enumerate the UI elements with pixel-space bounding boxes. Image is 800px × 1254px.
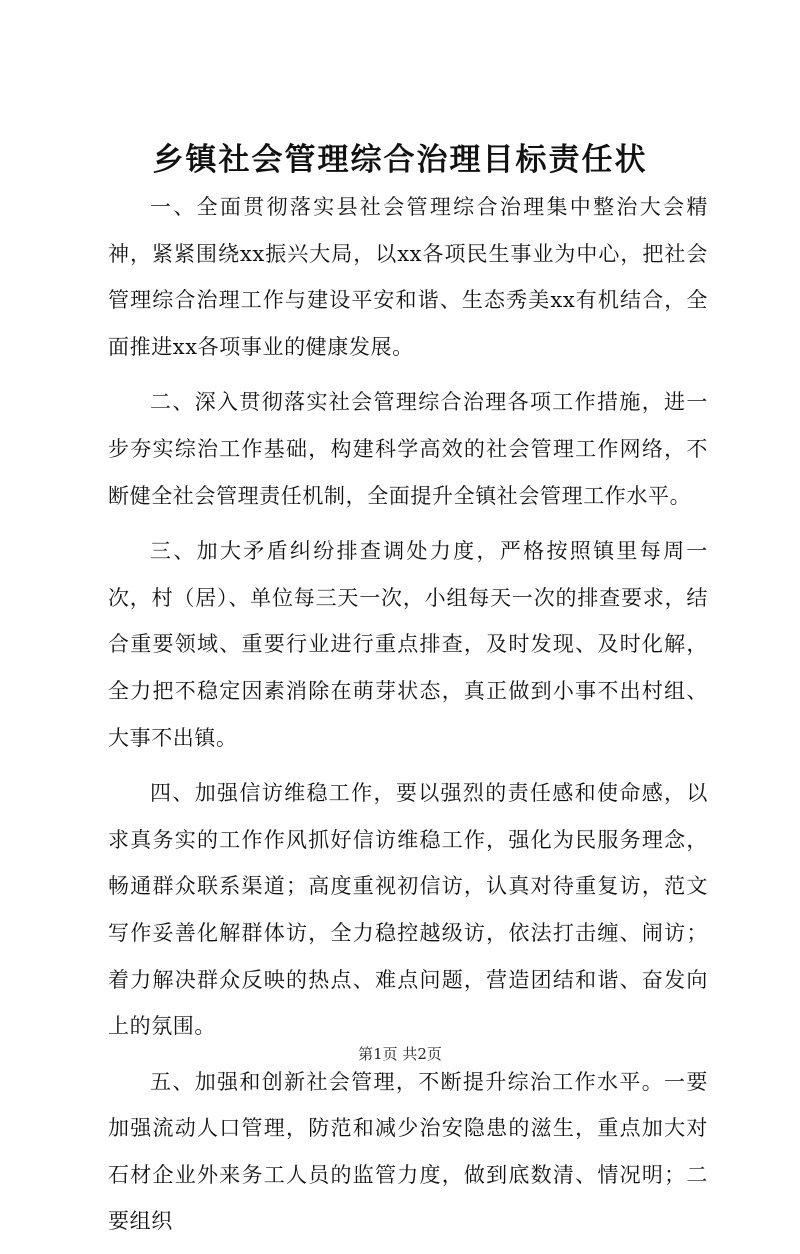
paragraph-5: 五、加强和创新社会管理，不断提升综治工作水平。一要加强流动人口管理，防范和减少治安隐患的滋生，重点加大对石材企业外来务工人员的监管力度，做到底数清、情况明；二要组织 [108, 1069, 708, 1234]
paragraph-1: 一、全面贯彻落实县社会管理综合治理集中整治大会精神，紧紧围绕xx振兴大局，以xx各项民生事业为中心，把社会管理综合治理工作与建设平安和谐、生态秀美xx有机结合，全面推进xx各项事业的健康发展。 [108, 195, 708, 359]
page-title: 乡镇社会管理综合治理目标责任状 [152, 142, 648, 178]
paragraph-3: 三、加大矛盾纠纷排查调处力度，严格按照镇里每周一次，村（居）、单位每三天一次，小组每天一次的排查要求，结合重要领域、重要行业进行重点排查，及时发现、及时化解，全力把不稳定因素消除在萌芽状态，真正做到小事不出村组、大事不出镇。 [108, 539, 708, 750]
page-footer: 第1页 共2页 [358, 1045, 442, 1063]
document-body [108, 184, 708, 1254]
paragraph-2: 二、深入贯彻落实社会管理综合治理各项工作措施，进一步夯实综治工作基础，构建科学高效的社会管理工作网络，不断健全社会管理责任机制，全面提升全镇社会管理工作水平。 [108, 390, 708, 508]
paragraph-4: 四、加强信访维稳工作，要以强烈的责任感和使命感，以求真务实的工作作风抓好信访维稳工作，强化为民服务理念，畅通群众联系渠道；高度重视初信访，认真对待重复访，范文写作妥善化解群体访，全力稳控越级访，依法打击缠、闹访；着力解决群众反映的热点、难点问题，营造团结和谐、奋发向上的氛围。 [108, 781, 708, 1039]
